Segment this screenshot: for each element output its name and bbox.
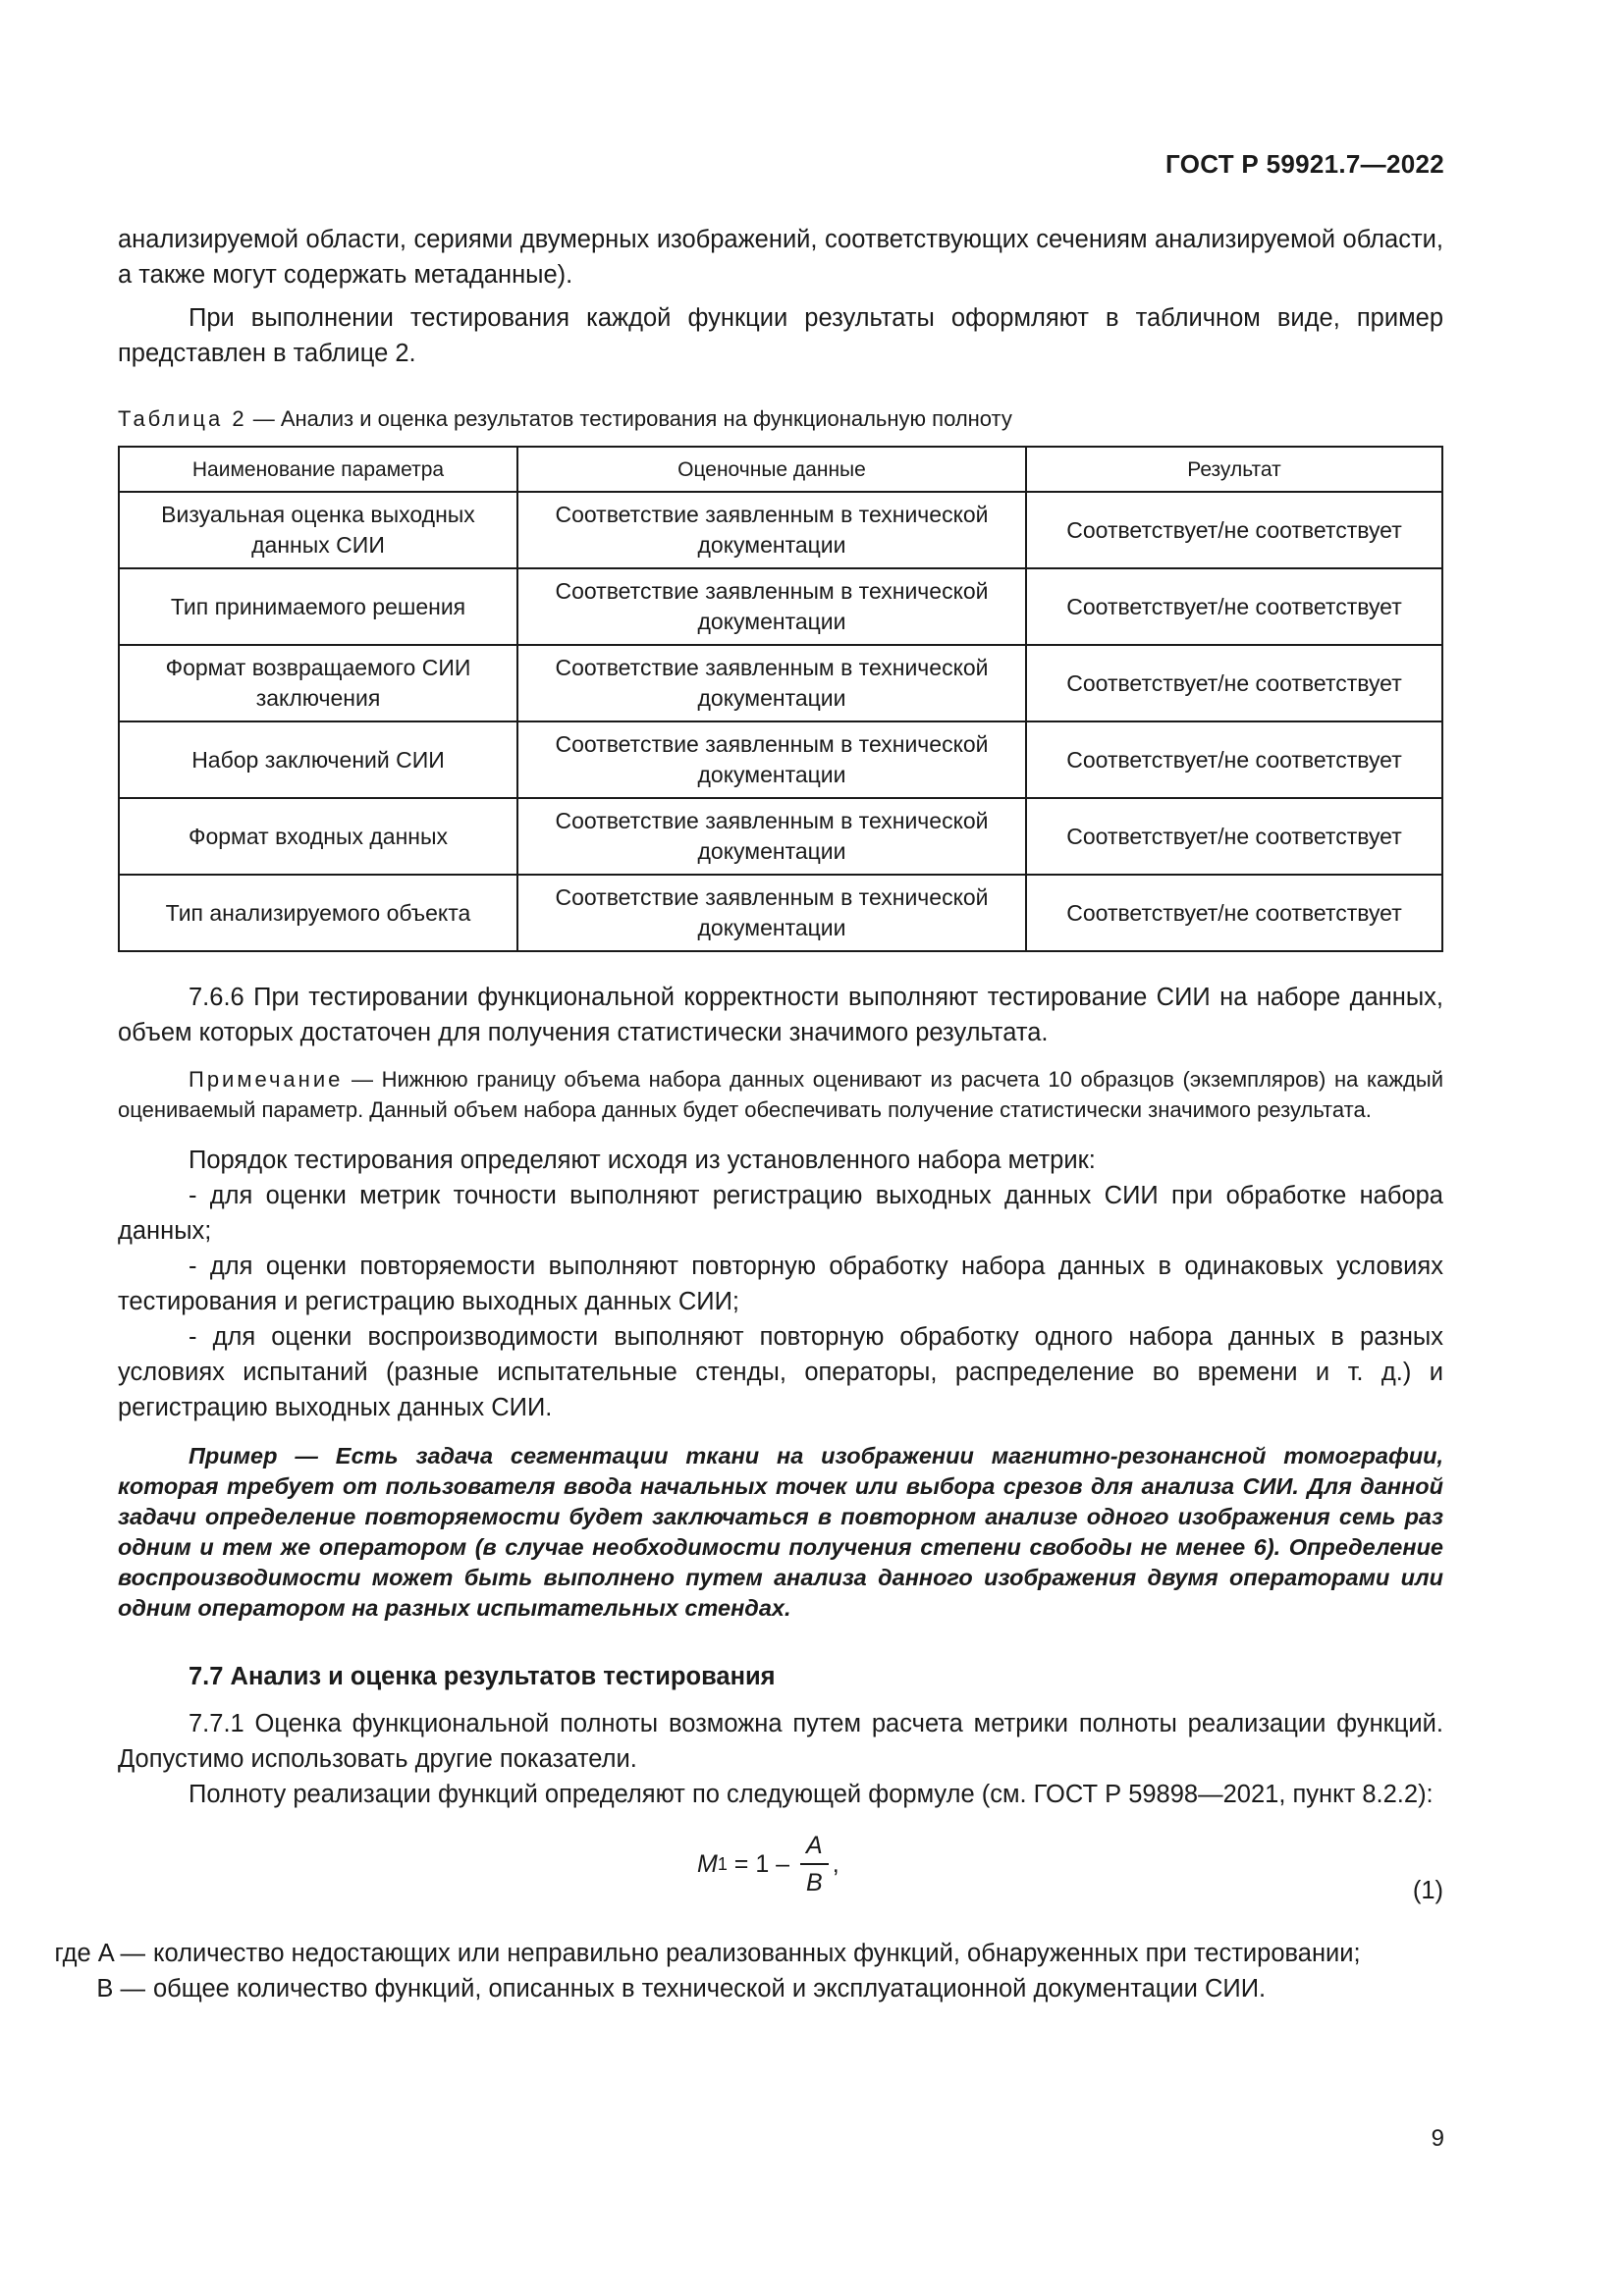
definition-term: B — bbox=[96, 1975, 145, 2002]
formula-block bbox=[118, 1818, 1443, 1936]
table-cell: Формат входных данных bbox=[119, 798, 517, 875]
paragraph-formula-intro: Полноту реализации функций определяют по следующей формуле (см. ГОСТ Р 59898—2021, пункт 8.2.2): bbox=[189, 1781, 1434, 1808]
table-cell: Набор заключений СИИ bbox=[119, 721, 517, 798]
table-cell: Соответствует/не соответствует bbox=[1026, 875, 1442, 951]
table-caption-text: — Анализ и оценка результатов тестирования на функциональную полноту bbox=[246, 406, 1012, 431]
paragraph-7-6-6: 7.6.6 При тестировании функциональной корректности выполняют тестирование СИИ на наборе данных, объем которых достаточен для получения статистически значимого результата. bbox=[118, 984, 1443, 1046]
page-number: 9 bbox=[1431, 2125, 1444, 2152]
definition-desc: количество недостающих или неправильно реализованных функций, обнаруженных при тестировании; bbox=[153, 1940, 1361, 1967]
formula-numerator: A bbox=[800, 1832, 829, 1865]
list-item: - для оценки повторяемости выполняют повторную обработку набора данных в одинаковых условиях тестирования и регистрацию выходных данных СИИ; bbox=[118, 1253, 1443, 1315]
formula bbox=[697, 1832, 839, 1896]
paragraph: При выполнении тестирования каждой функции результаты оформляют в табличном виде, пример представлен в таблице 2. bbox=[118, 304, 1443, 367]
paragraph-7-7-1: 7.7.1 Оценка функциональной полноты возможна путем расчета метрики полноты реализации функций. Допустимо использовать другие показатели. bbox=[118, 1710, 1443, 1773]
results-table bbox=[118, 446, 1443, 952]
equation-number: (1) bbox=[1412, 1877, 1443, 1904]
table-header-cell: Оценочные данные bbox=[517, 447, 1026, 492]
note-text: — Нижнюю границу объема набора данных оценивают из расчета 10 образцов (экземпляров) на каждый оцениваемый параметр. Данный объем набора данных будет обеспечивать получение статистически значимого результата. bbox=[118, 1067, 1443, 1122]
standard-designation: ГОСТ Р 59921.7—2022 bbox=[1165, 149, 1444, 179]
paragraph: анализируемой области, сериями двумерных изображений, соответствующих сечениям анализируемой области, а также могут содержать метаданные). bbox=[118, 226, 1443, 289]
table-cell: Соответствие заявленным в технической документации bbox=[517, 645, 1026, 721]
table-cell: Соответствие заявленным в технической документации bbox=[517, 875, 1026, 951]
formula-lhs-subscript: 1 bbox=[717, 1853, 728, 1874]
formula-denominator: B bbox=[806, 1869, 823, 1896]
table-cell: Соответствует/не соответствует bbox=[1026, 568, 1442, 645]
definition-row bbox=[0, 1936, 1443, 1971]
table-header-cell: Результат bbox=[1026, 447, 1442, 492]
formula-suffix: , bbox=[832, 1849, 839, 1878]
formula-rhs-prefix: = 1 – bbox=[727, 1849, 797, 1878]
definition-row bbox=[0, 1971, 1443, 2006]
table-cell: Соответствует/не соответствует bbox=[1026, 492, 1442, 568]
table-cell: Соответствие заявленным в технической документации bbox=[517, 798, 1026, 875]
formula-fraction bbox=[800, 1832, 829, 1896]
section-heading: 7.7 Анализ и оценка результатов тестирования bbox=[189, 1663, 776, 1690]
note-label: Примечание bbox=[189, 1067, 344, 1092]
list-item: - для оценки метрик точности выполняют регистрацию выходных данных СИИ при обработке набора данных; bbox=[118, 1182, 1443, 1245]
formula-lhs: M bbox=[697, 1849, 718, 1878]
table-cell: Соответствует/не соответствует bbox=[1026, 721, 1442, 798]
table-cell: Формат возвращаемого СИИ заключения bbox=[119, 645, 517, 721]
table-row bbox=[119, 568, 1442, 645]
table-caption bbox=[118, 404, 1443, 434]
table-cell: Визуальная оценка выходных данных СИИ bbox=[119, 492, 517, 568]
paragraph-order: Порядок тестирования определяют исходя из установленного набора метрик: bbox=[189, 1147, 1096, 1174]
table-row bbox=[119, 492, 1442, 568]
table-cell: Тип принимаемого решения bbox=[119, 568, 517, 645]
table-cell: Соответствует/не соответствует bbox=[1026, 645, 1442, 721]
table-row bbox=[119, 645, 1442, 721]
table-cell: Тип анализируемого объекта bbox=[119, 875, 517, 951]
list-item: - для оценки воспроизводимости выполняют повторную обработку одного набора данных в разных условиях испытаний (разные испытательные стенды, операторы, распределение во времени и т. д.) и регистрацию выходных данных СИИ. bbox=[118, 1323, 1443, 1421]
table-header-cell: Наименование параметра bbox=[119, 447, 517, 492]
table-cell: Соответствие заявленным в технической документации bbox=[517, 492, 1026, 568]
table-row bbox=[119, 875, 1442, 951]
table-cell: Соответствие заявленным в технической документации bbox=[517, 721, 1026, 798]
table-caption-label: Таблица 2 bbox=[118, 406, 247, 431]
table-header-row bbox=[119, 447, 1442, 492]
page-content bbox=[54, 222, 1443, 2006]
table-cell: Соответствие заявленным в технической документации bbox=[517, 568, 1026, 645]
table-row bbox=[119, 798, 1442, 875]
table-row bbox=[119, 721, 1442, 798]
note bbox=[118, 1064, 1443, 1125]
example-text: Пример — Есть задача сегментации ткани на изображении магнитно-резонансной томографии, которая требует от пользователя ввода начальных точек или выбора срезов для анализа СИИ. Для данной задачи определение повторяемости будет заключаться в повторном анализе одного изображения семь раз одним и тем же оператором (в случае необходимости получения степени свободы не менее 6). Определение воспроизводимости может быть выполнено путем анализа данного изображения двумя операторами или одним оператором на разных испытательных стендах. bbox=[118, 1443, 1443, 1621]
table-cell: Соответствует/не соответствует bbox=[1026, 798, 1442, 875]
definition-term: где A — bbox=[54, 1940, 145, 1967]
definition-desc: общее количество функций, описанных в технической и эксплуатационной документации СИИ. bbox=[153, 1975, 1267, 2002]
